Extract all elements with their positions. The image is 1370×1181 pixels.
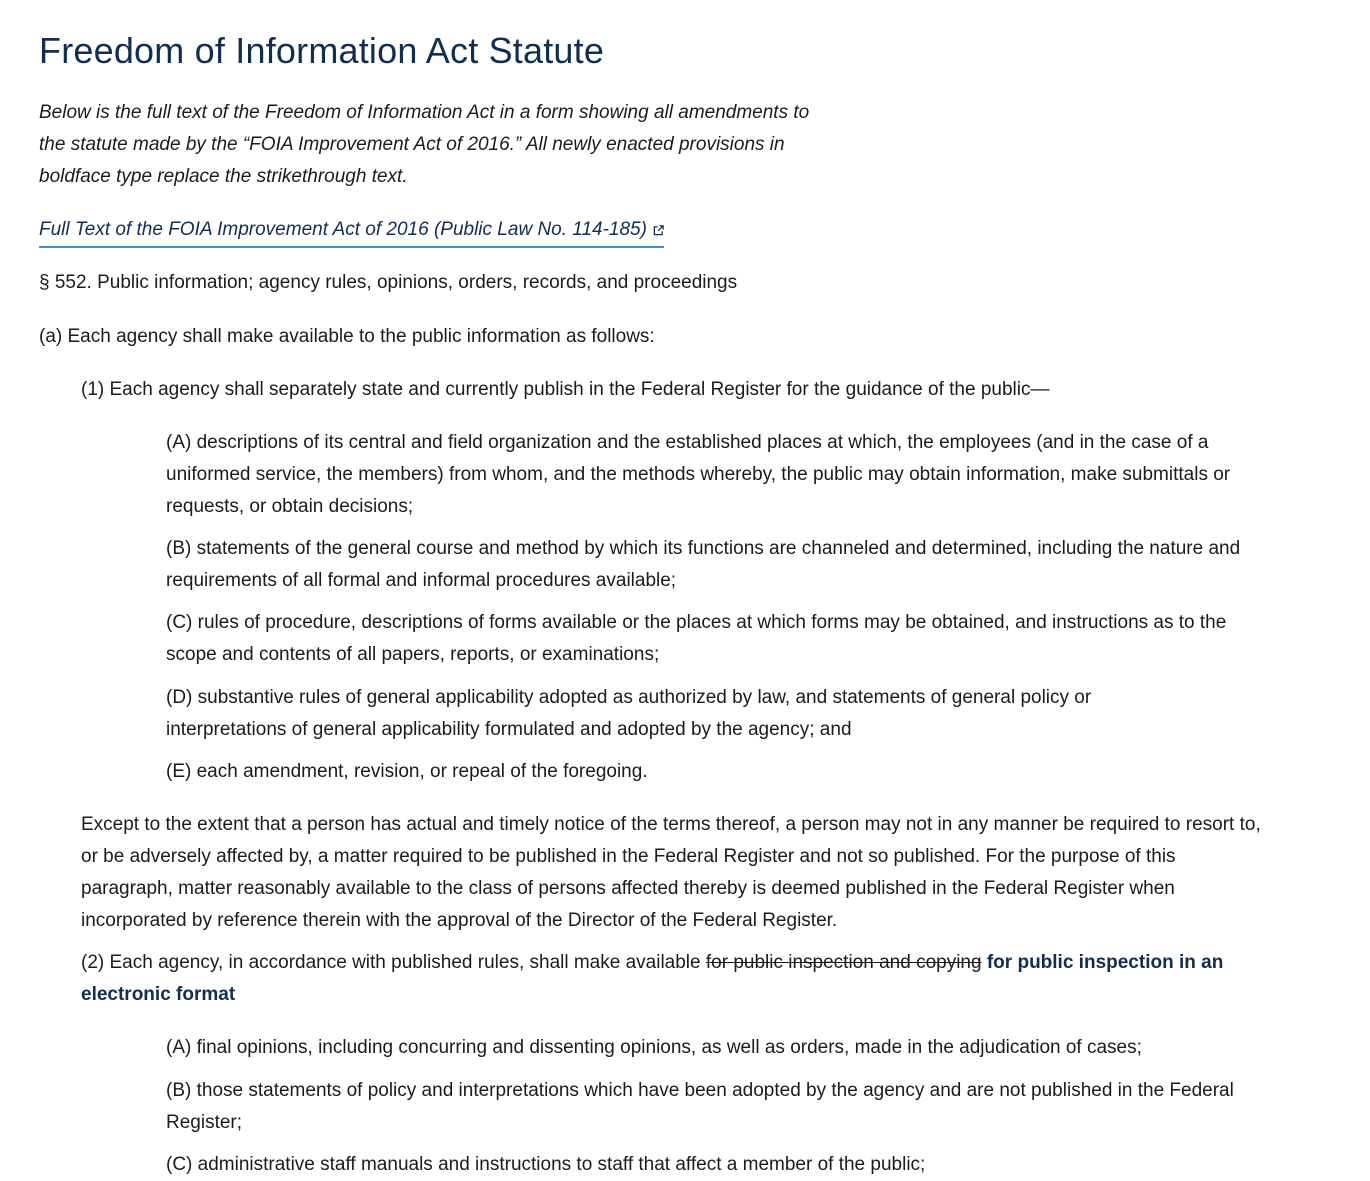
- full-text-link-label: Full Text of the FOIA Improvement Act of 2016 (Public Law No. 114-185): [39, 219, 647, 240]
- paragraph-a: (a) Each agency shall make available to the public information as follows:: [39, 326, 655, 347]
- intro-text: Below is the full text of the Freedom of Information Act in a form showing all amendments to the statute made by the “FOIA Improvement Act of 2016.” All newly enacted provisions in boldface type replace the strikethrough text.: [39, 102, 810, 187]
- paragraph-a1-item-B: (B) statements of the general course and method by which its functions are channeled and determined, including the nature and requirements of all formal and informal procedures available;: [166, 538, 1241, 591]
- struck-text: for public inspection and copying: [705, 952, 982, 973]
- paragraph-a2: [81, 947, 1261, 1011]
- page-title: Freedom of Information Act Statute: [39, 30, 605, 71]
- paragraph-a1-item-E: (E) each amendment, revision, or repeal of the foregoing.: [166, 761, 648, 782]
- paragraph-a2-item-C: (C) administrative staff manuals and instructions to staff that affect a member of the public;: [166, 1154, 926, 1175]
- full-text-link[interactable]: [39, 214, 664, 248]
- paragraph-a1-item-A: (A) descriptions of its central and field organization and the established places at which, the employees (and in the case of a uniformed service, the members) from whom, and the methods whereby, the public may obtain information, make submittals or requests, or obtain decisions;: [166, 432, 1231, 517]
- inserted-text: for public inspection in an electronic format: [81, 952, 1224, 1005]
- paragraph-a2-item-A: (A) final opinions, including concurring and dissenting opinions, as well as orders, made in the adjudication of cases;: [166, 1037, 1142, 1058]
- paragraph-a1-item-D: (D) substantive rules of general applicability adopted as authorized by law, and statements of general policy or interpretations of general applicability formulated and adopted by the agency; and: [166, 687, 1092, 740]
- external-link-icon: [653, 225, 664, 236]
- paragraph-a1: (1) Each agency shall separately state and currently publish in the Federal Register for the guidance of the public—: [81, 379, 1050, 400]
- paragraph-a1-item-C: (C) rules of procedure, descriptions of forms available or the places at which forms may be obtained, and instructions as to the scope and contents of all papers, reports, or examinations;: [166, 612, 1227, 665]
- paragraph-a2-item-B: (B) those statements of policy and interpretations which have been adopted by the agency and are not published in the Federal Register;: [166, 1080, 1234, 1133]
- except-paragraph: Except to the extent that a person has actual and timely notice of the terms thereof, a person may not in any manner be required to resort to, or be adversely affected by, a matter required to be published in the Federal Register and not so published. For the purpose of this paragraph, matter reasonably available to the class of persons affected thereby is deemed published in the Federal Register when incorporated by reference therein with the approval of the Director of the Federal Register.: [81, 814, 1261, 931]
- paragraph-a2-lead: (2) Each agency, in accordance with published rules, shall make available: [81, 952, 706, 973]
- section-heading: § 552. Public information; agency rules, opinions, orders, records, and proceedings: [39, 272, 738, 293]
